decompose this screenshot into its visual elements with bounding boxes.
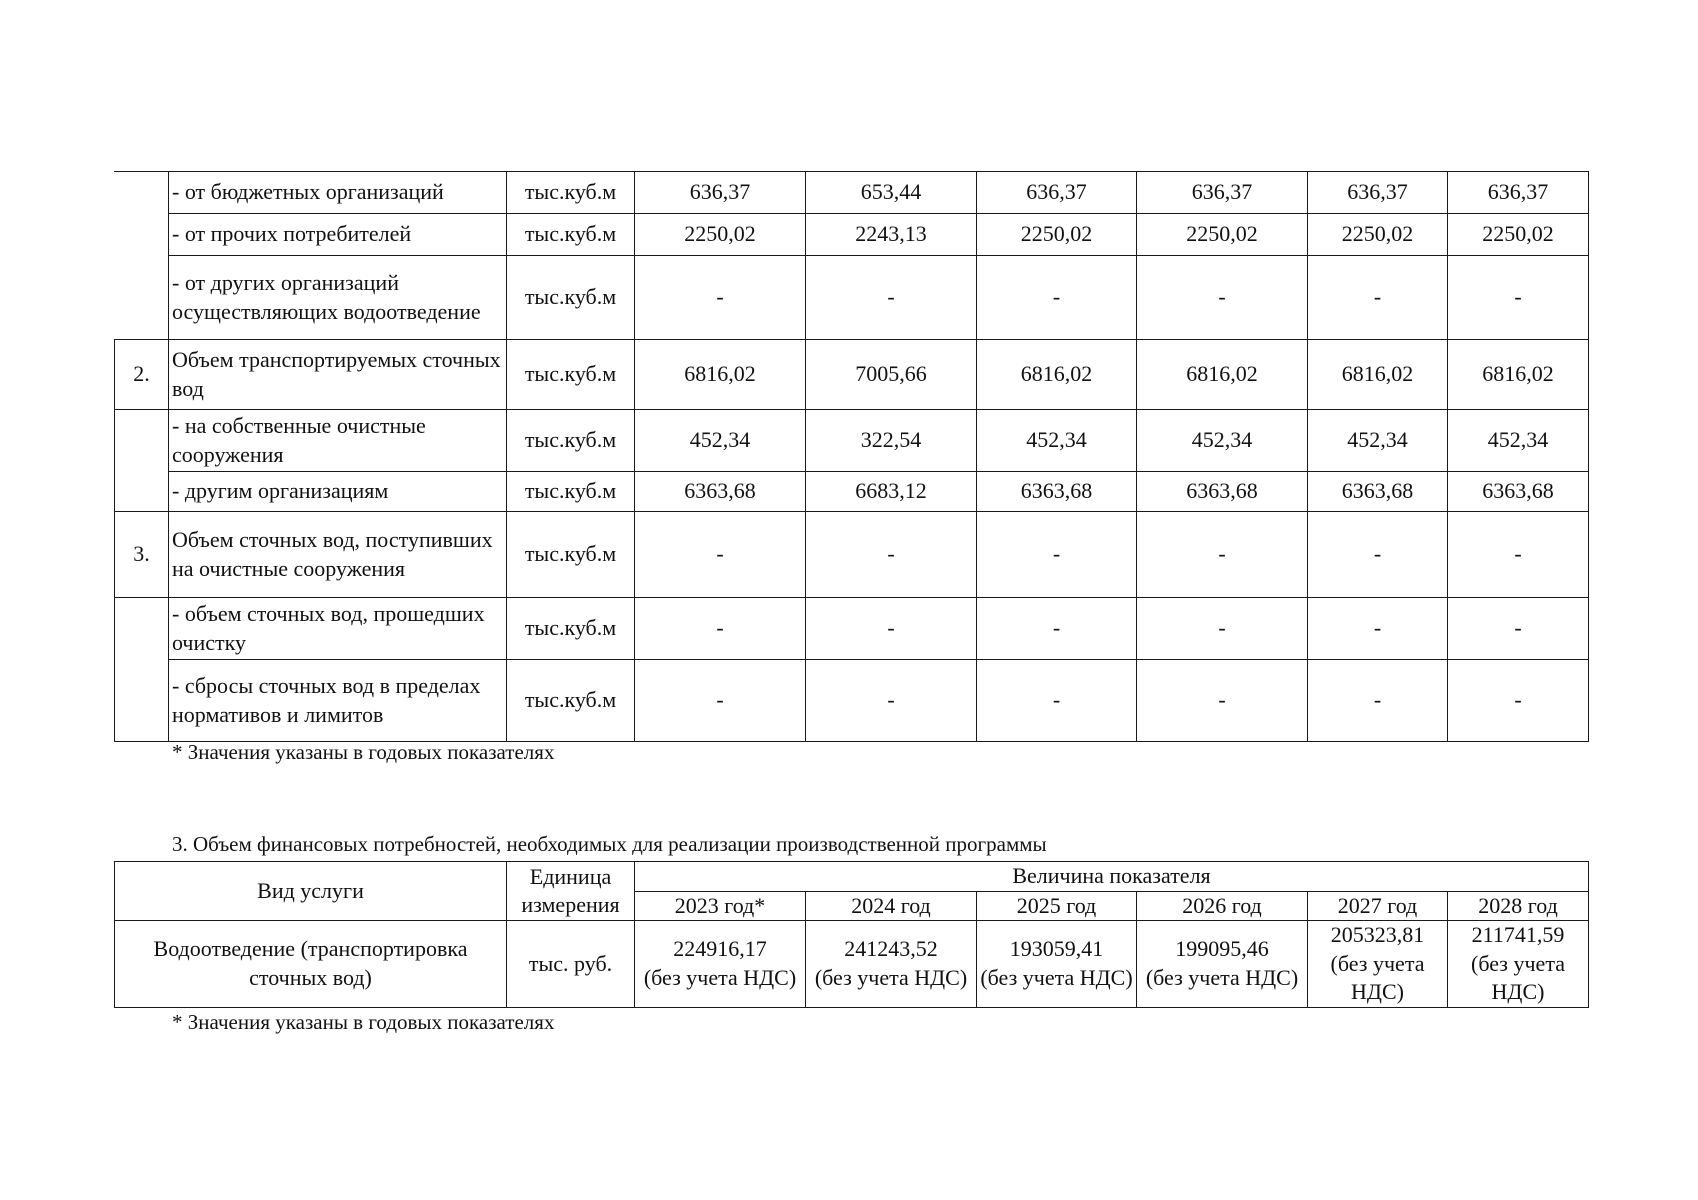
indicator-value: -: [635, 256, 806, 340]
indicator-value: -: [1308, 512, 1448, 598]
indicator-value: 6816,02: [1308, 340, 1448, 410]
indicator-value: 636,37: [1137, 172, 1308, 214]
amount: 193059,41: [1009, 936, 1104, 962]
financial-needs-table: [114, 861, 1589, 1008]
indicator-value: 6816,02: [635, 340, 806, 410]
indicator-value: -: [1448, 598, 1589, 660]
table2-footnote: * Значения указаны в годовых показателях: [172, 1010, 555, 1034]
indicator-value: 6363,68: [1448, 472, 1589, 512]
table1-footnote: * Значения указаны в годовых показателях: [172, 740, 555, 764]
header-value: Величина показателя: [635, 862, 1589, 892]
indicator-value: -: [806, 256, 977, 340]
indicator-name: - на собственные очистные сооружения: [169, 410, 507, 472]
indicator-value: 2250,02: [1308, 214, 1448, 256]
indicator-unit: тыс.куб.м: [507, 172, 635, 214]
indicator-value: -: [977, 660, 1137, 742]
indicator-name: - от бюджетных организаций: [169, 172, 507, 214]
indicator-value: -: [1137, 256, 1308, 340]
indicator-value: 6363,68: [1137, 472, 1308, 512]
amount: 199095,46: [1175, 936, 1269, 962]
indicator-name: - другим организациям: [169, 472, 507, 512]
indicator-value: 2250,02: [1448, 214, 1589, 256]
service-unit: тыс. руб.: [507, 921, 635, 1008]
indicator-value: -: [635, 660, 806, 742]
header-year: 2027 год: [1308, 891, 1448, 921]
indicator-value: 636,37: [635, 172, 806, 214]
row-number: 2.: [115, 340, 169, 410]
row-number: [115, 172, 169, 340]
table-row: [115, 340, 1589, 410]
financial-cell: [806, 921, 977, 1008]
indicator-value: -: [806, 598, 977, 660]
indicator-value: 636,37: [1448, 172, 1589, 214]
table-row: [115, 512, 1589, 598]
indicator-value: 452,34: [635, 410, 806, 472]
amount: 241243,52: [844, 936, 938, 962]
amount: 211741,59: [1471, 922, 1565, 948]
indicator-value: 6816,02: [977, 340, 1137, 410]
indicator-value: 2243,13: [806, 214, 977, 256]
indicator-value: -: [1448, 256, 1589, 340]
vat-note: (без учета НДС): [1145, 965, 1299, 991]
indicator-name: Объем сточных вод, поступивших на очистные сооружения: [169, 512, 507, 598]
production-indicators-table: [114, 171, 1589, 742]
financial-cell: [1308, 921, 1448, 1008]
header-year: 2025 год: [977, 891, 1137, 921]
indicator-value: -: [635, 598, 806, 660]
indicator-value: 6683,12: [806, 472, 977, 512]
indicator-value: 2250,02: [1137, 214, 1308, 256]
row-number: [115, 410, 169, 512]
vat-note: (без учета НДС): [814, 965, 968, 991]
table-row: [115, 410, 1589, 472]
indicator-value: 6363,68: [1308, 472, 1448, 512]
indicator-name: - от других организаций осуществляющих водоотведение: [169, 256, 507, 340]
indicator-value: 452,34: [1448, 410, 1589, 472]
indicator-value: 636,37: [1308, 172, 1448, 214]
indicator-unit: тыс.куб.м: [507, 512, 635, 598]
indicator-value: -: [1308, 660, 1448, 742]
table-row: [115, 660, 1589, 742]
indicator-unit: тыс.куб.м: [507, 660, 635, 742]
row-number: 3.: [115, 512, 169, 598]
vat-note: (без учета НДС): [643, 965, 797, 991]
vat-note: (без учета НДС): [1330, 950, 1425, 1005]
financial-cell: [1137, 921, 1308, 1008]
financial-cell: [635, 921, 806, 1008]
row-number: [115, 598, 169, 742]
indicator-value: 322,54: [806, 410, 977, 472]
table-row: [115, 214, 1589, 256]
section3-title: 3. Объем финансовых потребностей, необходимых для реализации производственной программы: [172, 832, 1047, 856]
indicator-value: 2250,02: [977, 214, 1137, 256]
indicator-unit: тыс.куб.м: [507, 214, 635, 256]
indicator-name: Объем транспортируемых сточных вод: [169, 340, 507, 410]
indicator-unit: тыс.куб.м: [507, 598, 635, 660]
header-year: 2024 год: [806, 891, 977, 921]
indicator-unit: тыс.куб.м: [507, 256, 635, 340]
indicator-value: -: [1137, 598, 1308, 660]
indicator-value: -: [1308, 256, 1448, 340]
table-row: [115, 172, 1589, 214]
service-name: Водоотведение (транспортировка сточных вод): [115, 921, 507, 1008]
indicator-unit: тыс.куб.м: [507, 340, 635, 410]
production-indicators-body: [115, 172, 1589, 742]
table-row: [115, 256, 1589, 340]
indicator-value: 6363,68: [635, 472, 806, 512]
indicator-value: 6816,02: [1448, 340, 1589, 410]
amount: 205323,81: [1330, 922, 1425, 948]
financial-cell: [1448, 921, 1589, 1008]
header-year: 2028 год: [1448, 891, 1589, 921]
indicator-value: -: [806, 512, 977, 598]
indicator-value: -: [635, 512, 806, 598]
indicator-name: - объем сточных вод, прошедших очистку: [169, 598, 507, 660]
indicator-value: -: [1448, 660, 1589, 742]
vat-note: (без учета НДС): [1471, 950, 1565, 1005]
indicator-value: -: [977, 256, 1137, 340]
indicator-value: 7005,66: [806, 340, 977, 410]
indicator-value: 2250,02: [635, 214, 806, 256]
indicator-unit: тыс.куб.м: [507, 472, 635, 512]
indicator-value: 6363,68: [977, 472, 1137, 512]
indicator-value: 452,34: [1137, 410, 1308, 472]
amount: 224916,17: [673, 936, 767, 962]
indicator-name: - от прочих потребителей: [169, 214, 507, 256]
header-unit: Единица измерения: [507, 862, 635, 921]
table-row: [115, 598, 1589, 660]
indicator-name: - сбросы сточных вод в пределах нормативов и лимитов: [169, 660, 507, 742]
indicator-value: 6816,02: [1137, 340, 1308, 410]
financial-row: [115, 921, 1589, 1008]
indicator-value: 636,37: [977, 172, 1137, 214]
header-service: Вид услуги: [115, 862, 507, 921]
indicator-value: -: [1137, 512, 1308, 598]
indicator-value: 653,44: [806, 172, 977, 214]
header-year: 2026 год: [1137, 891, 1308, 921]
header-row-1: [115, 862, 1589, 892]
financial-cell: [977, 921, 1137, 1008]
indicator-value: 452,34: [977, 410, 1137, 472]
indicator-value: -: [977, 512, 1137, 598]
header-year: 2023 год*: [635, 891, 806, 921]
indicator-value: 452,34: [1308, 410, 1448, 472]
indicator-value: -: [1308, 598, 1448, 660]
indicator-value: -: [977, 598, 1137, 660]
vat-note: (без учета НДС): [980, 965, 1133, 991]
indicator-unit: тыс.куб.м: [507, 410, 635, 472]
indicator-value: -: [806, 660, 977, 742]
indicator-value: -: [1448, 512, 1589, 598]
table-row: [115, 472, 1589, 512]
indicator-value: -: [1137, 660, 1308, 742]
